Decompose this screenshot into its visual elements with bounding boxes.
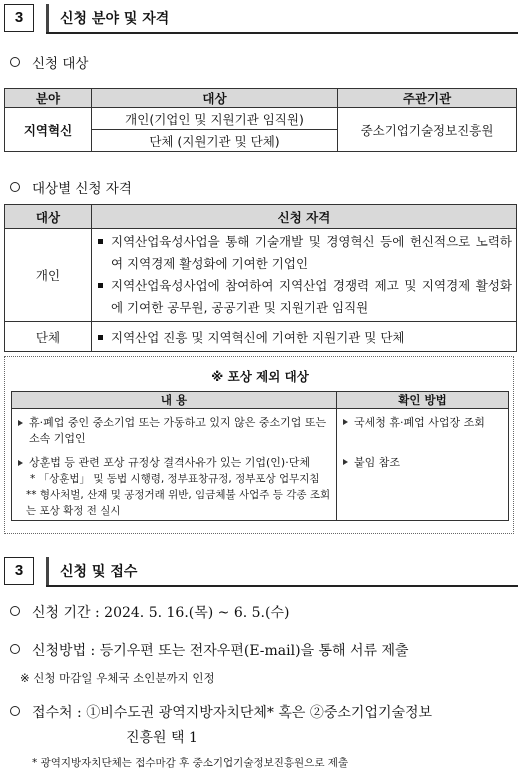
exclusion-method: 붙임 참조: [341, 455, 504, 471]
target-heading: 신청 대상: [10, 52, 88, 72]
qual-item: 지역산업 진흥 및 지역혁신에 기여한 지원기관 및 단체: [96, 328, 512, 346]
org-cell: 중소기업기술정보진흥원: [338, 108, 517, 152]
section-underline: [46, 32, 518, 34]
qual-table: [4, 204, 517, 352]
section-header-2: [0, 557, 518, 589]
section-divider: [46, 557, 49, 585]
section-underline: [46, 585, 518, 587]
circle-bullet-icon: [10, 182, 20, 192]
triangle-bullet-icon: [18, 420, 23, 426]
section-number: 3: [4, 4, 34, 32]
square-bullet-icon: [98, 335, 103, 340]
qual-item: 지역산업육성사업에 참여하여 지역산업 경쟁력 제고 및 지역경제 활성화에 기여한 공무원, 공공기관 및 지원기관 임직원: [96, 275, 512, 319]
exclusion-item: 휴·폐업 중인 중소기업 또는 가동하고 있지 않은 중소기업 또는 소속 기업인: [16, 415, 332, 447]
triangle-bullet-icon: [18, 460, 23, 466]
exclusion-subnote: * 「상훈법」 및 동법 시행령, 정부표창규정, 정부포상 업무지침: [30, 473, 320, 485]
reception: 접수처 : ①비수도권 광역지방자치단체* 혹은 ②중소기업기술정보: [10, 702, 432, 722]
application-period: 신청 기간 : 2024. 5. 16.(목) ~ 6. 5.(수): [10, 602, 289, 622]
target-table-header: 대상: [92, 89, 338, 108]
qual-heading: 대상별 신청 자격: [10, 177, 132, 197]
exclusion-header: 내 용: [12, 392, 337, 409]
qual-table-header: 신청 자격: [92, 205, 517, 229]
triangle-bullet-icon: [343, 459, 348, 465]
exclusion-subnote: ** 형사처벌, 산재 및 공정거래 위반, 임금체불 사업주 등 각종 조회는 포상 확정 전 실시: [26, 489, 331, 517]
exclusion-method: 국세청 휴·폐업 사업장 조회: [341, 415, 504, 431]
reception-note: * 광역지방자치단체는 접수마감 후 중소기업기술정보진흥원으로 제출: [32, 757, 349, 769]
section-divider: [46, 4, 49, 32]
target-cell: 개인(기업인 및 지원기관 임직원): [92, 108, 338, 130]
target-table-header: 분야: [5, 89, 92, 108]
method-note: ※ 신청 마감일 우체국 소인분까지 인정: [20, 671, 215, 685]
target-table-header: 주관기관: [338, 89, 517, 108]
exclusion-header: 확인 방법: [337, 392, 509, 409]
qual-table-header: 대상: [5, 205, 92, 229]
field-cell: 지역혁신: [5, 108, 92, 152]
reception-continued: 진흥원 택 1: [126, 730, 198, 746]
target-cell: 단체 (지원기관 및 단체): [92, 130, 338, 152]
triangle-bullet-icon: [343, 419, 348, 425]
section-number: 3: [4, 557, 34, 585]
qual-item: 지역산업육성사업을 통해 기술개발 및 경영혁신 등에 헌신적으로 노력하여 지역경제 활성화에 기여한 기업인: [96, 231, 512, 275]
circle-bullet-icon: [10, 644, 20, 654]
circle-bullet-icon: [10, 606, 20, 616]
exclusion-title: ※ 포상 제외 대상: [211, 369, 309, 384]
circle-bullet-icon: [10, 706, 20, 716]
section-header-1: [0, 4, 518, 36]
section-title: 신청 및 접수: [60, 564, 138, 580]
qual-type-cell: 단체: [5, 322, 92, 352]
section-title: 신청 분야 및 자격: [60, 11, 170, 27]
exclusion-item: 상훈법 등 관련 포상 규정상 결격사유가 있는 기업(인)·단체: [16, 455, 332, 471]
application-method: 신청방법 : 등기우편 또는 전자우편(E-mail)을 통해 서류 제출: [10, 640, 409, 660]
exclusion-table: [11, 391, 509, 521]
square-bullet-icon: [98, 239, 103, 244]
circle-bullet-icon: [10, 57, 20, 67]
qual-type-cell: 개인: [5, 229, 92, 322]
target-table: [4, 88, 517, 152]
square-bullet-icon: [98, 283, 103, 288]
exclusion-box: [4, 356, 514, 534]
